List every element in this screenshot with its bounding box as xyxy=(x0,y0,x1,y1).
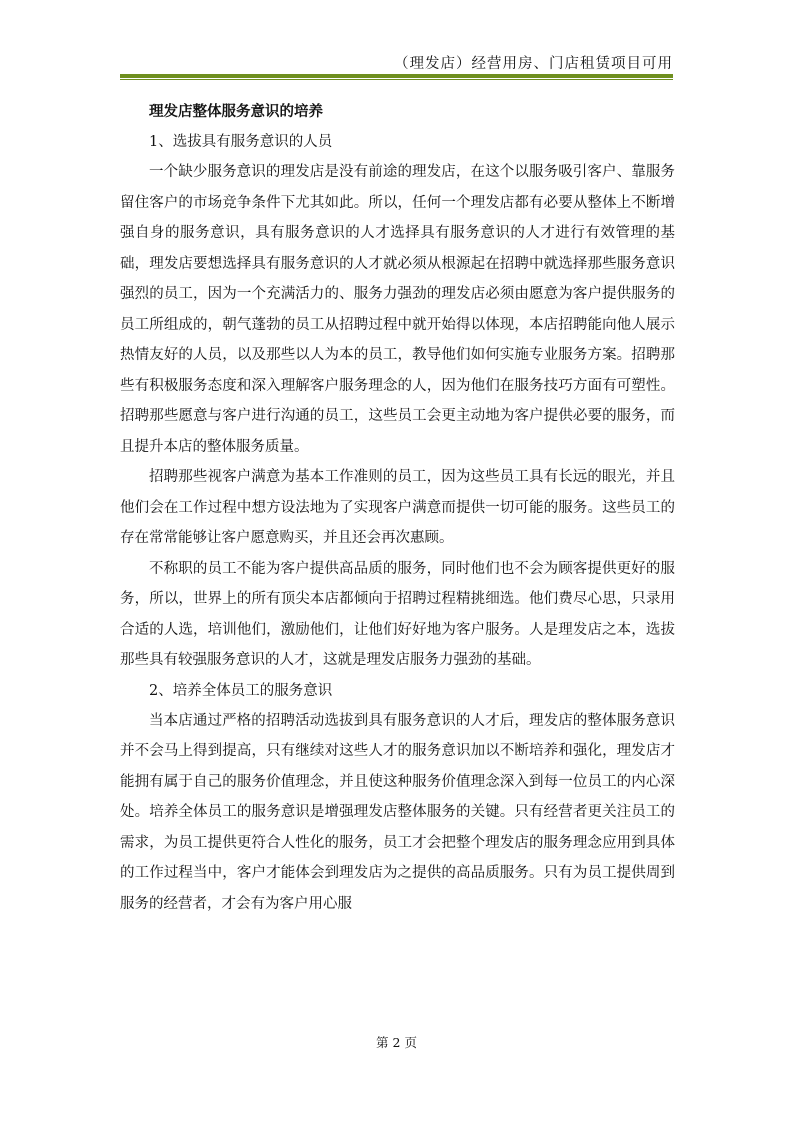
header-rule xyxy=(120,74,673,78)
section-1-paragraph: 一个缺少服务意识的理发店是没有前途的理发店，在这个以服务吸引客户、靠服务留住客户的市场竞争条件下尤其如此。所以，任何一个理发店都有必要从整体上不断增强自身的服务意识，具有服务意识的人才选择具有服务意识的人才进行有效管理的基础，理发店要想选择具有服务意识的人才就必须从根源起在招聘中就选择那些服务意识强烈的员工，因为一个充满活力的、服务力强劲的理发店必须由愿意为客户提供服务的员工所组成的，朝气蓬勃的员工从招聘过程中就开始得以体现，本店招聘能向他人展示热情友好的人员，以及那些以人为本的员工，教导他们如何实施专业服务方案。招聘那些有积极服务态度和深入理解客户服务理念的人，因为他们在服务技巧方面有可塑性。招聘那些愿意与客户进行沟通的员工，这些员工会更主动地为客户提供必要的服务，而且提升本店的整体服务质量。 xyxy=(120,164,675,455)
header-rule-thin xyxy=(120,79,673,80)
section-1-title: 1、选拔具有服务意识的人员 xyxy=(149,134,333,150)
section-1-paragraph: 招聘那些视客户满意为基本工作准则的员工，因为这些员工具有长远的眼光，并且他们会在工作过程中想方设法地为了实现客户满意而提供一切可能的服务。这些员工的存在常常能够让客户愿意购买，并且还会再次惠顾。 xyxy=(120,469,675,546)
document-body xyxy=(120,97,675,919)
page-number: 第 2 页 xyxy=(376,1035,417,1050)
article-title: 理发店整体服务意识的培养 xyxy=(149,103,323,120)
section-1-paragraph: 不称职的员工不能为客户提供高品质的服务，同时他们也不会为顾客提供更好的服务，所以，世界上的所有顶尖本店都倾向于招聘过程精挑细选。他们费尽心思，只录用合适的人选，培训他们，激励他们，让他们好好地为客户服务。人是理发店之本，选拔那些具有较强服务意识的人才，这就是理发店服务力强劲的基础。 xyxy=(120,560,675,668)
section-2-paragraph: 当本店通过严格的招聘活动选拔到具有服务意识的人才后，理发店的整体服务意识并不会马上得到提高，只有继续对这些人才的服务意识加以不断培养和强化，理发店才能拥有属于自己的服务价值理念，并且使这种服务价值理念深入到每一位员工的内心深处。培养全体员工的服务意识是增强理发店整体服务的关键。只有经营者更关注员工的需求，为员工提供更符合人性化的服务，员工才会把整个理发店的服务理念应用到具体的工作过程当中，客户才能体会到理发店为之提供的高品质服务。只有为员工提供周到服务的经营者，才会有为客户用心服 xyxy=(120,712,675,912)
section-2-title: 2、培养全体员工的服务意识 xyxy=(149,682,333,699)
page-header-title: （理发店）经营用房、门店租赁项目可用 xyxy=(394,56,673,72)
